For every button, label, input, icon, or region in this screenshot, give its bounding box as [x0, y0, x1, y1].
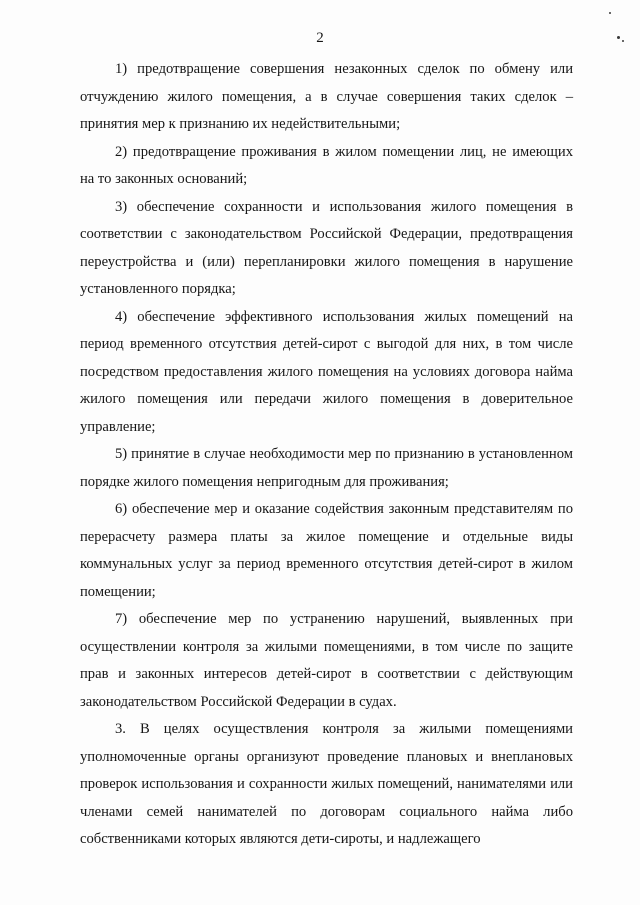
list-item-effective-use: 4) обеспечение эффективного использования жилых помещений на период временного отсутствия детей-сирот с выгодой для них, в том числе посредством предоставления жилого помещения на условиях договора найма жилого помещения или передачи жилого помещения в доверительное управление;	[80, 308, 573, 435]
section-3-paragraph: 3. В целях осуществления контроля за жилыми помещениями уполномоченные органы организуют проведение плановых и внеплановых проверок использования и сохранности жилых помещений, нанимателями или членами семей нанимателей по договорам социального найма либо собственниками которых являются дети-сироты, и надлежащего	[80, 721, 573, 847]
document-body	[80, 56, 573, 854]
list-item-prevent-unlawful-residence: 2) предотвращение проживания в жилом помещении лиц, не имеющих на то законных оснований;	[80, 143, 573, 187]
list-item-payment-recalculation: 6) обеспечение мер и оказание содействия законным представителям по перерасчету размера платы за жилое помещение и отдельные виды коммунальных услуг за период временного отсутствия детей-сирот в жилом помещении;	[80, 501, 573, 600]
list-item-unfit-recognition: 5) принятие в случае необходимости мер по признанию в установленном порядке жилого помещения непригодным для проживания;	[80, 446, 573, 490]
list-item-ensure-preservation: 3) обеспечение сохранности и использования жилого помещения в соответствии с законодательством Российской Федерации, предотвращения переустройства и (или) перепланировки жилого помещения в нарушение установленного порядка;	[80, 198, 573, 297]
list-item-prevent-illegal-deals: 1) предотвращение совершения незаконных сделок по обмену или отчуждению жилого помещения, а в случае совершения таких сделок – принятия мер к признанию их недействительными;	[80, 61, 573, 132]
scan-speck	[609, 12, 611, 14]
list-item-remedy-violations: 7) обеспечение мер по устранению нарушений, выявленных при осуществлении контроля за жилыми помещениями, в том числе по защите прав и законных интересов детей-сирот в соответствии с действующим законодательством Российской Федерации в судах.	[80, 611, 573, 710]
page-number: 2	[316, 30, 324, 46]
